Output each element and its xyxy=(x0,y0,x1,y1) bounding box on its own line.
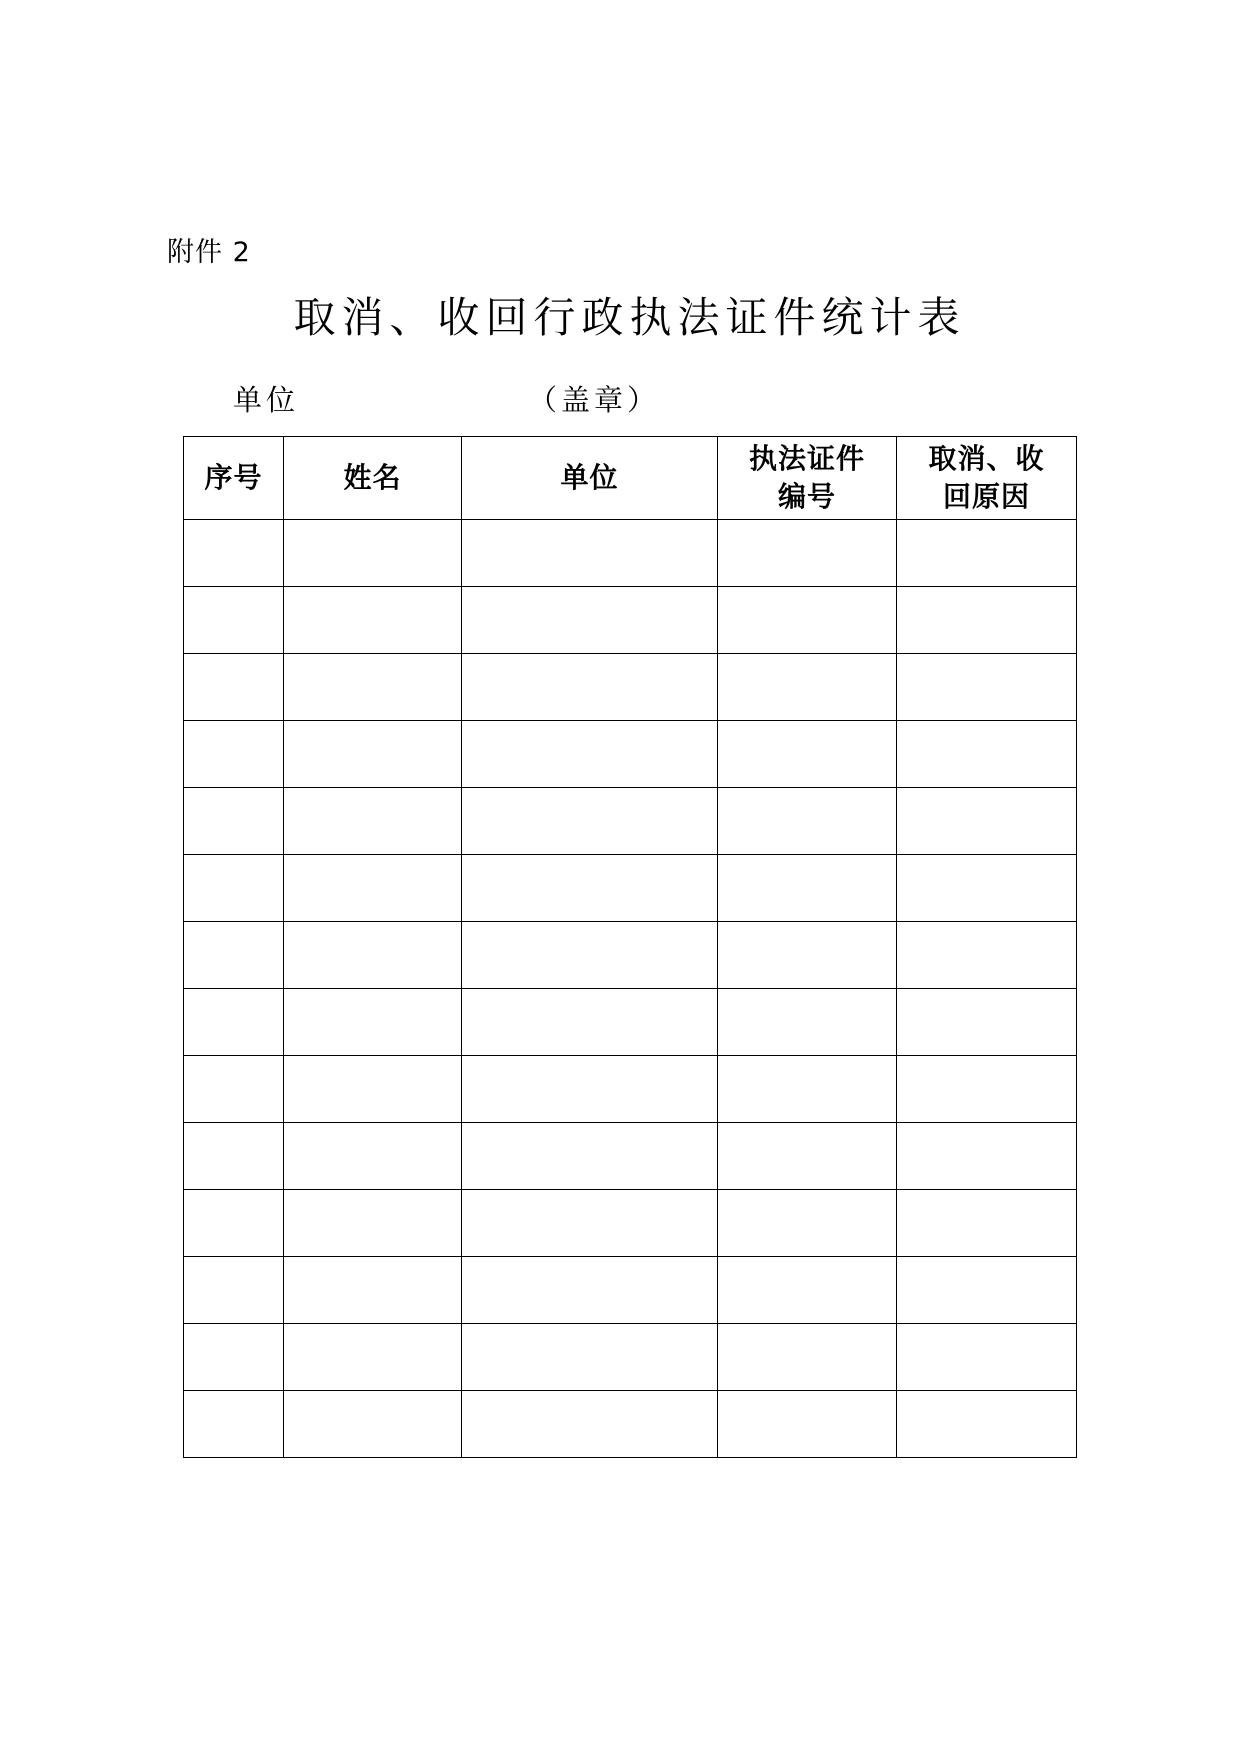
cell-name[interactable] xyxy=(284,1257,462,1324)
table-row xyxy=(184,1257,1077,1324)
cell-revocation-reason[interactable] xyxy=(897,1391,1077,1458)
table-row xyxy=(184,587,1077,654)
table-row xyxy=(184,721,1077,788)
cell-certificate-number[interactable] xyxy=(718,989,897,1056)
statistics-table xyxy=(183,436,1077,1458)
header-serial-number: 序号 xyxy=(184,437,284,520)
cell-unit[interactable] xyxy=(462,587,718,654)
cell-serial-number[interactable] xyxy=(184,922,284,989)
cell-serial-number[interactable] xyxy=(184,1324,284,1391)
header-revocation-reason: 取消、收 回原因 xyxy=(897,437,1077,520)
cell-serial-number[interactable] xyxy=(184,587,284,654)
table-row xyxy=(184,654,1077,721)
cell-revocation-reason[interactable] xyxy=(897,587,1077,654)
cell-revocation-reason[interactable] xyxy=(897,1123,1077,1190)
cell-revocation-reason[interactable] xyxy=(897,989,1077,1056)
cell-unit[interactable] xyxy=(462,922,718,989)
cell-revocation-reason[interactable] xyxy=(897,1190,1077,1257)
attachment-label: 附件 2 xyxy=(167,237,251,268)
cell-name[interactable] xyxy=(284,788,462,855)
cell-name[interactable] xyxy=(284,989,462,1056)
cell-certificate-number[interactable] xyxy=(718,922,897,989)
cell-serial-number[interactable] xyxy=(184,855,284,922)
cell-certificate-number[interactable] xyxy=(718,1391,897,1458)
cell-unit[interactable] xyxy=(462,1190,718,1257)
header-certificate-number: 执法证件 编号 xyxy=(718,437,897,520)
table-row xyxy=(184,1056,1077,1123)
table-row xyxy=(184,989,1077,1056)
cell-name[interactable] xyxy=(284,1123,462,1190)
cell-certificate-number[interactable] xyxy=(718,520,897,587)
cell-certificate-number[interactable] xyxy=(718,788,897,855)
cell-unit[interactable] xyxy=(462,654,718,721)
table-row xyxy=(184,1324,1077,1391)
table-body xyxy=(184,520,1077,1458)
table-row xyxy=(184,922,1077,989)
cell-revocation-reason[interactable] xyxy=(897,721,1077,788)
cell-certificate-number[interactable] xyxy=(718,1190,897,1257)
cell-revocation-reason[interactable] xyxy=(897,788,1077,855)
cell-name[interactable] xyxy=(284,1056,462,1123)
table-row xyxy=(184,520,1077,587)
cell-name[interactable] xyxy=(284,520,462,587)
cell-revocation-reason[interactable] xyxy=(897,520,1077,587)
cell-name[interactable] xyxy=(284,855,462,922)
cell-unit[interactable] xyxy=(462,520,718,587)
cell-unit[interactable] xyxy=(462,989,718,1056)
table-row xyxy=(184,1190,1077,1257)
cell-revocation-reason[interactable] xyxy=(897,1257,1077,1324)
cell-unit[interactable] xyxy=(462,1257,718,1324)
header-unit: 单位 xyxy=(462,437,718,520)
cell-name[interactable] xyxy=(284,587,462,654)
cell-name[interactable] xyxy=(284,721,462,788)
cell-unit[interactable] xyxy=(462,855,718,922)
cell-serial-number[interactable] xyxy=(184,1056,284,1123)
cell-revocation-reason[interactable] xyxy=(897,922,1077,989)
cell-certificate-number[interactable] xyxy=(718,1056,897,1123)
cell-serial-number[interactable] xyxy=(184,989,284,1056)
cell-unit[interactable] xyxy=(462,721,718,788)
cell-certificate-number[interactable] xyxy=(718,587,897,654)
cell-revocation-reason[interactable] xyxy=(897,1324,1077,1391)
cell-name[interactable] xyxy=(284,1324,462,1391)
cell-revocation-reason[interactable] xyxy=(897,1056,1077,1123)
cell-revocation-reason[interactable] xyxy=(897,654,1077,721)
cell-certificate-number[interactable] xyxy=(718,721,897,788)
cell-unit[interactable] xyxy=(462,788,718,855)
cell-unit[interactable] xyxy=(462,1324,718,1391)
cell-unit[interactable] xyxy=(462,1056,718,1123)
seal-label: （盖章） xyxy=(528,383,661,417)
cell-serial-number[interactable] xyxy=(184,1391,284,1458)
cell-name[interactable] xyxy=(284,654,462,721)
cell-serial-number[interactable] xyxy=(184,520,284,587)
table-header-row xyxy=(184,437,1077,520)
cell-certificate-number[interactable] xyxy=(718,1257,897,1324)
cell-serial-number[interactable] xyxy=(184,721,284,788)
unit-seal-line xyxy=(0,380,1241,420)
table-row xyxy=(184,855,1077,922)
cell-serial-number[interactable] xyxy=(184,788,284,855)
cell-certificate-number[interactable] xyxy=(718,855,897,922)
cell-certificate-number[interactable] xyxy=(718,654,897,721)
cell-certificate-number[interactable] xyxy=(718,1123,897,1190)
cell-serial-number[interactable] xyxy=(184,1190,284,1257)
cell-name[interactable] xyxy=(284,1190,462,1257)
table-row xyxy=(184,1123,1077,1190)
page-title: 取消、收回行政执法证件统计表 xyxy=(293,293,966,342)
header-name: 姓名 xyxy=(284,437,462,520)
table-row xyxy=(184,788,1077,855)
cell-certificate-number[interactable] xyxy=(718,1324,897,1391)
cell-serial-number[interactable] xyxy=(184,1123,284,1190)
cell-name[interactable] xyxy=(284,922,462,989)
cell-unit[interactable] xyxy=(462,1123,718,1190)
cell-serial-number[interactable] xyxy=(184,654,284,721)
cell-serial-number[interactable] xyxy=(184,1257,284,1324)
cell-name[interactable] xyxy=(284,1391,462,1458)
unit-label: 单位 xyxy=(233,383,300,417)
table-row xyxy=(184,1391,1077,1458)
cell-unit[interactable] xyxy=(462,1391,718,1458)
cell-revocation-reason[interactable] xyxy=(897,855,1077,922)
